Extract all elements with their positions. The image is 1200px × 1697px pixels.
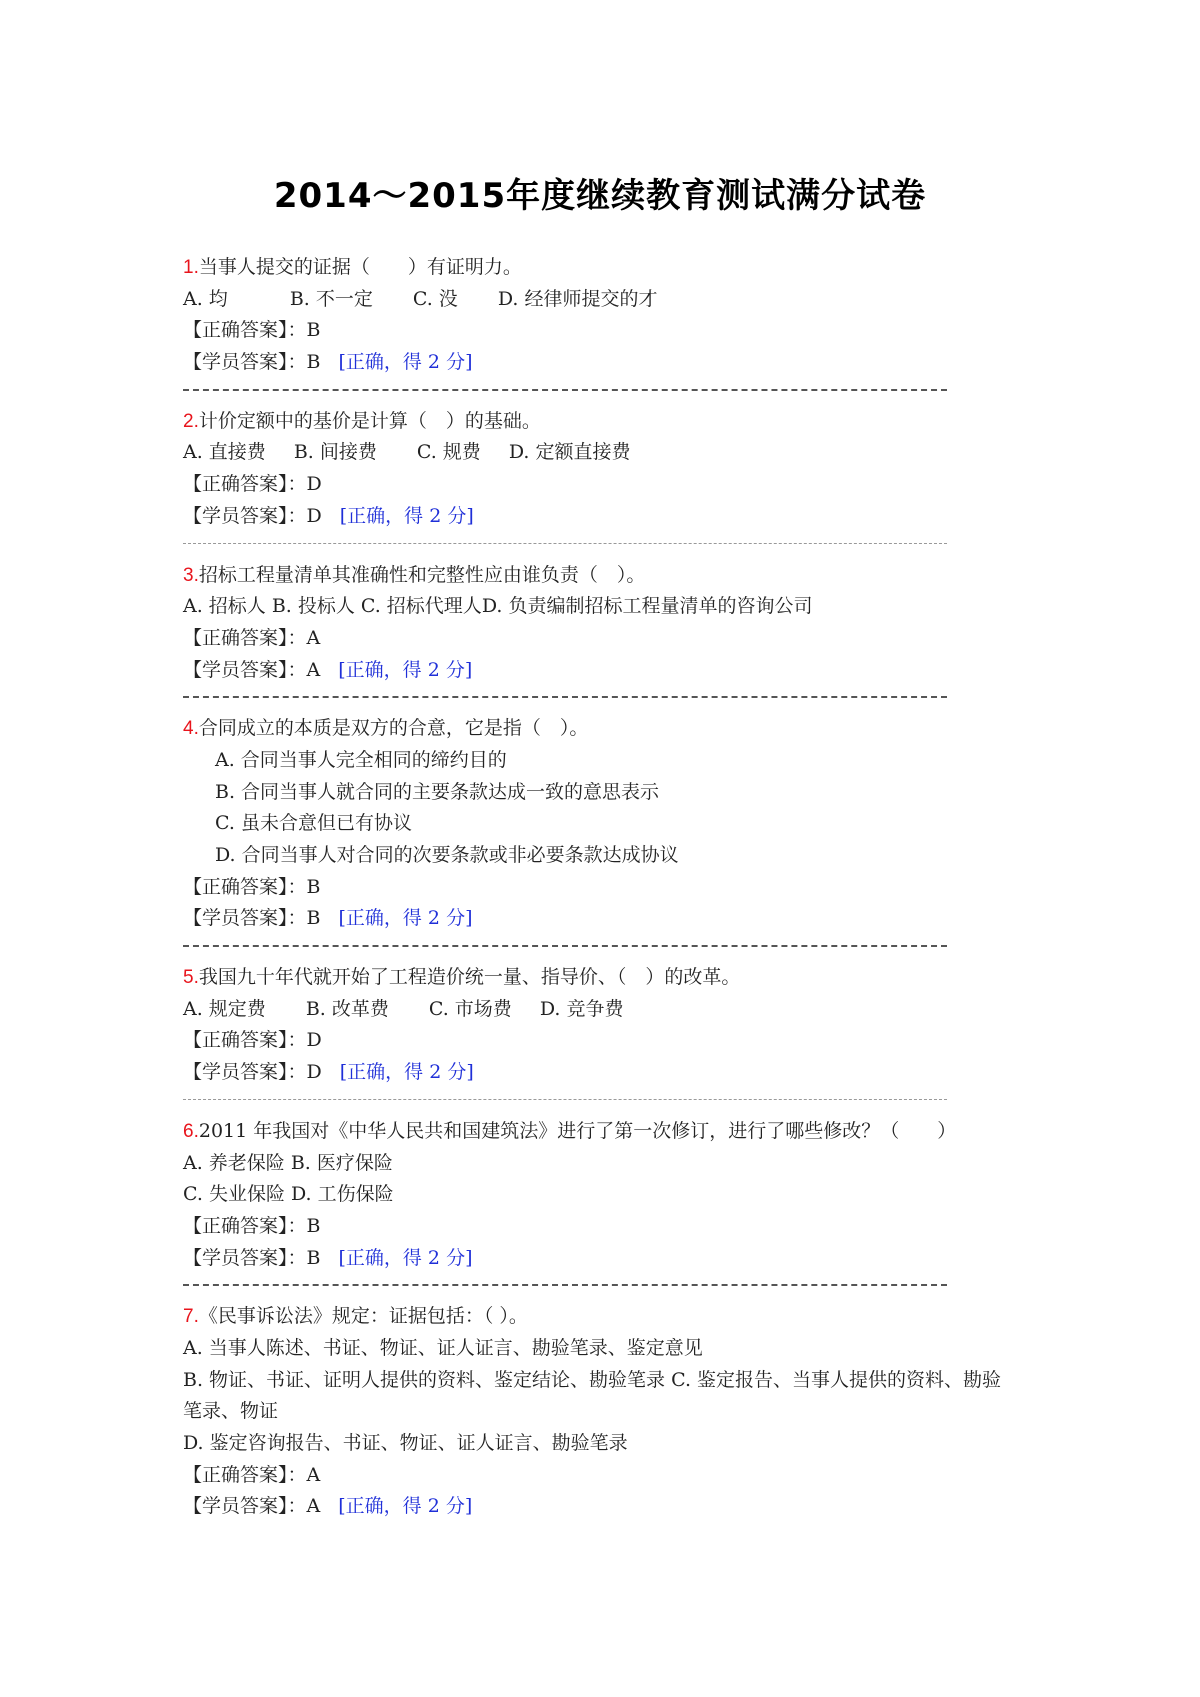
correct-answer-value: A	[306, 626, 321, 649]
question-text: 合同成立的本质是双方的合意，它是指（ ）。	[198, 717, 589, 740]
option-b: B. 投标人	[271, 595, 355, 618]
options-row-4: D. 鉴定咨询报告、书证、物证、证人证言、勘验笔录	[183, 1432, 628, 1454]
score-result: [正确，得 2 分]	[338, 658, 473, 681]
question-6	[183, 1116, 1043, 1274]
option-d: D. 经律师提交的才	[497, 287, 658, 310]
question-stem	[183, 1116, 1043, 1148]
question-text: 计价定额中的基价是计算（ ）的基础。	[198, 409, 541, 432]
question-stem	[183, 713, 1043, 745]
options-row-2: B. 物证、书证、证明人提供的资料、鉴定结论、勘验笔录 C. 鉴定报告、当事人提供的资料、勘验	[183, 1368, 1002, 1391]
correct-answer-label: 【正确答案】：	[183, 1029, 307, 1052]
option-b: B. 合同当事人就合同的主要条款达成一致的意思表示	[215, 780, 660, 803]
options-row	[183, 591, 1043, 623]
question-number: 1.	[183, 257, 199, 278]
question-number: 2.	[183, 410, 199, 432]
score-result: [正确，得 2 分]	[338, 351, 473, 374]
options-row	[183, 437, 1043, 469]
option-c: C. 市场费	[428, 997, 512, 1020]
score-result: [正确，得 2 分]	[338, 907, 473, 930]
student-answer-row	[183, 1057, 1043, 1089]
correct-answer-row	[183, 469, 1043, 501]
student-answer-label: 【学员答案】：	[183, 1061, 307, 1084]
correct-answer-label: 【正确答案】：	[183, 626, 307, 649]
question-number: 6.	[183, 1120, 199, 1142]
question-stem	[183, 560, 1043, 592]
student-answer-label: 【学员答案】：	[183, 907, 307, 930]
correct-answer-value: A	[306, 1463, 321, 1486]
dashed-divider	[183, 379, 1043, 406]
question-number: 4.	[183, 718, 199, 740]
correct-answer-label: 【正确答案】：	[183, 473, 307, 496]
correct-answer-value: B	[306, 875, 321, 898]
correct-answer-value: D	[306, 1029, 322, 1052]
correct-answer-label: 【正确答案】：	[183, 1214, 307, 1237]
student-answer-row	[183, 501, 1043, 533]
student-answer-row	[183, 1243, 1043, 1275]
correct-answer-label: 【正确答案】：	[183, 875, 307, 898]
correct-answer-row	[183, 1460, 1043, 1492]
option-c: C. 没	[412, 287, 458, 310]
options-row-1: A. 当事人陈述、书证、物证、证人证言、勘验笔录、鉴定意见	[183, 1336, 703, 1359]
option-c: C. 虽未合意但已有协议	[215, 812, 412, 835]
question-stem	[183, 962, 1043, 994]
student-answer-value: B	[306, 907, 321, 930]
dashed-divider	[183, 686, 1043, 713]
question-number: 7.	[183, 1306, 199, 1328]
correct-answer-row	[183, 1211, 1043, 1243]
option-b: B. 改革费	[305, 997, 389, 1020]
option-d: D. 合同当事人对合同的次要条款或非必要条款达成协议	[215, 844, 679, 866]
question-list	[183, 252, 1043, 1523]
question-4	[183, 713, 1043, 935]
dashed-divider	[183, 935, 1043, 962]
option-a: A. 招标人	[183, 595, 266, 618]
question-5	[183, 962, 1043, 1089]
question-number: 5.	[183, 967, 199, 989]
question-text: 2011 年我国对《中华人民共和国建筑法》进行了第一次修订，进行了哪些修改？（ ）	[198, 1119, 957, 1142]
student-answer-row	[183, 655, 1043, 687]
student-answer-value: B	[306, 1246, 321, 1269]
correct-answer-label: 【正确答案】：	[183, 1463, 307, 1486]
option-b: B. 间接费	[293, 441, 377, 464]
option-c: C. 规费	[416, 441, 481, 464]
page-title: 2014～2015年度继续教育测试满分试卷	[273, 176, 927, 216]
question-stem	[183, 1301, 1043, 1333]
correct-answer-value: B	[306, 319, 321, 342]
option-a: A. 规定费	[183, 997, 266, 1020]
option-d: D. 定额直接费	[508, 441, 631, 464]
question-stem	[183, 406, 1043, 438]
correct-answer-value: B	[306, 1214, 321, 1237]
score-result: [正确，得 2 分]	[338, 1495, 473, 1518]
student-answer-value: D	[306, 504, 322, 527]
question-number: 3.	[183, 564, 199, 586]
score-result: [正确，得 2 分]	[338, 1246, 473, 1269]
student-answer-label: 【学员答案】：	[183, 351, 307, 374]
options-row-1: A. 养老保险 B. 医疗保险	[183, 1151, 393, 1174]
question-2	[183, 406, 1043, 533]
student-answer-label: 【学员答案】：	[183, 504, 307, 527]
option-d: D. 负责编制招标工程量清单的咨询公司	[481, 595, 813, 618]
dashed-divider	[183, 1274, 1043, 1301]
student-answer-value: A	[306, 658, 321, 681]
score-result: [正确，得 2 分]	[339, 504, 474, 527]
option-a: A. 均	[183, 287, 228, 310]
student-answer-row	[183, 347, 1043, 379]
option-d: D. 竞争费	[539, 997, 624, 1020]
option-b: B. 不一定	[289, 287, 373, 310]
question-text: 《民事诉讼法》规定：证据包括：（ ）。	[198, 1305, 528, 1328]
student-answer-value: B	[306, 351, 321, 374]
correct-answer-row	[183, 872, 1043, 904]
student-answer-row	[183, 1491, 1043, 1523]
option-a: A. 合同当事人完全相同的缔约目的	[215, 748, 507, 771]
correct-answer-row	[183, 623, 1043, 655]
question-text: 我国九十年代就开始了工程造价统一量、指导价、（ ）的改革。	[198, 966, 741, 989]
dashed-divider	[183, 533, 1043, 560]
question-1	[183, 252, 1043, 379]
question-7	[183, 1301, 1043, 1523]
options-row-2: C. 失业保险 D. 工伤保险	[183, 1183, 394, 1206]
options-row	[183, 994, 1043, 1026]
question-text: 招标工程量清单其准确性和完整性应由谁负责（ ）。	[198, 563, 646, 586]
correct-answer-label: 【正确答案】：	[183, 319, 307, 342]
option-c: C. 招标代理人	[360, 595, 482, 618]
option-a: A. 直接费	[183, 441, 266, 464]
dashed-divider	[183, 1089, 1043, 1116]
student-answer-value: A	[306, 1495, 321, 1518]
student-answer-value: D	[306, 1061, 322, 1084]
question-3	[183, 560, 1043, 687]
options-row-3: 笔录、物证	[183, 1400, 279, 1423]
options-row	[183, 284, 1043, 316]
question-text: 当事人提交的证据（ ）有证明力。	[198, 256, 522, 278]
correct-answer-row	[183, 1025, 1043, 1057]
student-answer-label: 【学员答案】：	[183, 1246, 307, 1269]
question-stem	[183, 252, 1043, 284]
student-answer-label: 【学员答案】：	[183, 1495, 307, 1518]
correct-answer-row	[183, 315, 1043, 347]
student-answer-row	[183, 903, 1043, 935]
correct-answer-value: D	[306, 473, 322, 496]
score-result: [正确，得 2 分]	[339, 1061, 474, 1084]
student-answer-label: 【学员答案】：	[183, 658, 307, 681]
